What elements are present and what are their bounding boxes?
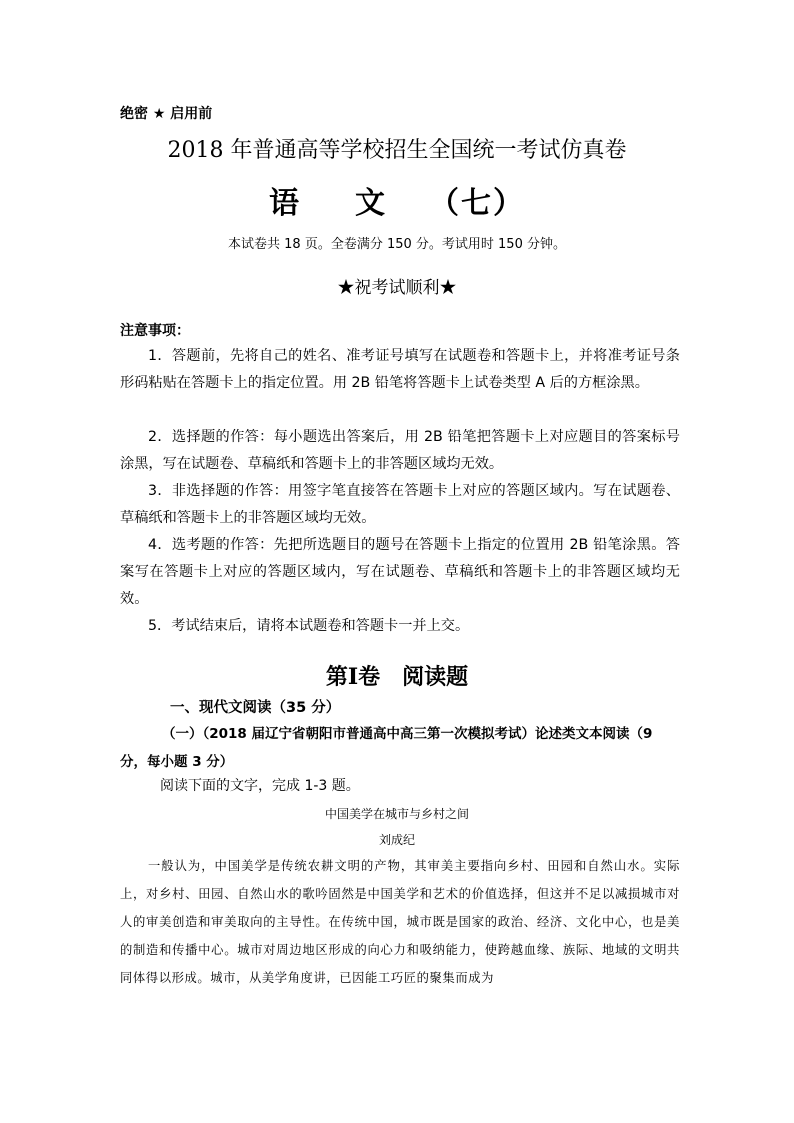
notice-item-4: 4．选考题的作答：先把所选题目的题号在答题卡上指定的位置用 2B 铅笔涂黑。答案写在答题卡上对应的答题区域内，写在试题卷、草稿纸和答题卡上的非答题区域均无效。 — [120, 537, 680, 607]
paper-number: （七） — [429, 186, 525, 221]
article-author: 刘成纪 — [378, 833, 415, 847]
notice-item-5: 5．考试结束后，请将本试题卷和答题卡一并上交。 — [148, 618, 470, 634]
subject-title — [0, 178, 794, 222]
exam-info: 本试卷共 18 页。全卷满分 150 分。考试用时 150 分钟。 — [228, 237, 566, 252]
subject-char-1: 语 — [269, 186, 301, 221]
good-luck-banner: ★祝考试顺利★ — [337, 278, 457, 298]
subsection-title: （一）（2018 届辽宁省朝阳市普通高中高三第一次模拟考试）论述类文本阅读（9 分，每小题 3 分） — [120, 726, 653, 770]
subject-char-2: 文 — [355, 186, 387, 221]
secret-mark: 绝密 ★ 启用前 — [120, 106, 213, 122]
notice-item-1: 1．答题前，先将自己的姓名、准考证号填写在试题卷和答题卡上，并将准考证号条形码粘贴在答题卡上的指定位置。用 2B 铅笔将答题卡上试卷类型 A 后的方框涂黑。 — [120, 348, 680, 391]
reading-instruction: 阅读下面的文字，完成 1-3 题。 — [160, 778, 360, 794]
volume-title: 第Ⅰ卷 阅读题 — [325, 664, 469, 690]
article-body: 一般认为，中国美学是传统农耕文明的产物，其审美主要指向乡村、田园和自然山水。实际上，对乡村、田园、自然山水的歌吟固然是中国美学和艺术的价值选择，但这并不足以减损城市对人的审美创造和审美取向的主导性。在传统中国，城市既是国家的政治、经济、文化中心，也是美的制造和传播中心。城市对周边地区形成的向心力和吸纳能力，使跨越血缘、族际、地域的文明共同体得以形成。城市，从美学角度讲，已因能工巧匠的聚集而成为 — [120, 859, 680, 985]
article-title: 中国美学在城市与乡村之间 — [324, 807, 469, 821]
notice-item-2: 2．选择题的作答：每小题选出答案后，用 2B 铅笔把答题卡上对应题目的答案标号涂黑，写在试题卷、草稿纸和答题卡上的非答题区域均无效。 — [120, 429, 680, 472]
section-title: 一、现代文阅读（35 分） — [170, 700, 341, 716]
notice-title: 注意事项： — [120, 323, 190, 339]
notice-item-3: 3．非选择题的作答：用签字笔直接答在答题卡上对应的答题区域内。写在试题卷、草稿纸和答题卡上的非答题区域均无效。 — [120, 483, 680, 526]
exam-title: 2018 年普通高等学校招生全国统一考试仿真卷 — [167, 138, 627, 163]
